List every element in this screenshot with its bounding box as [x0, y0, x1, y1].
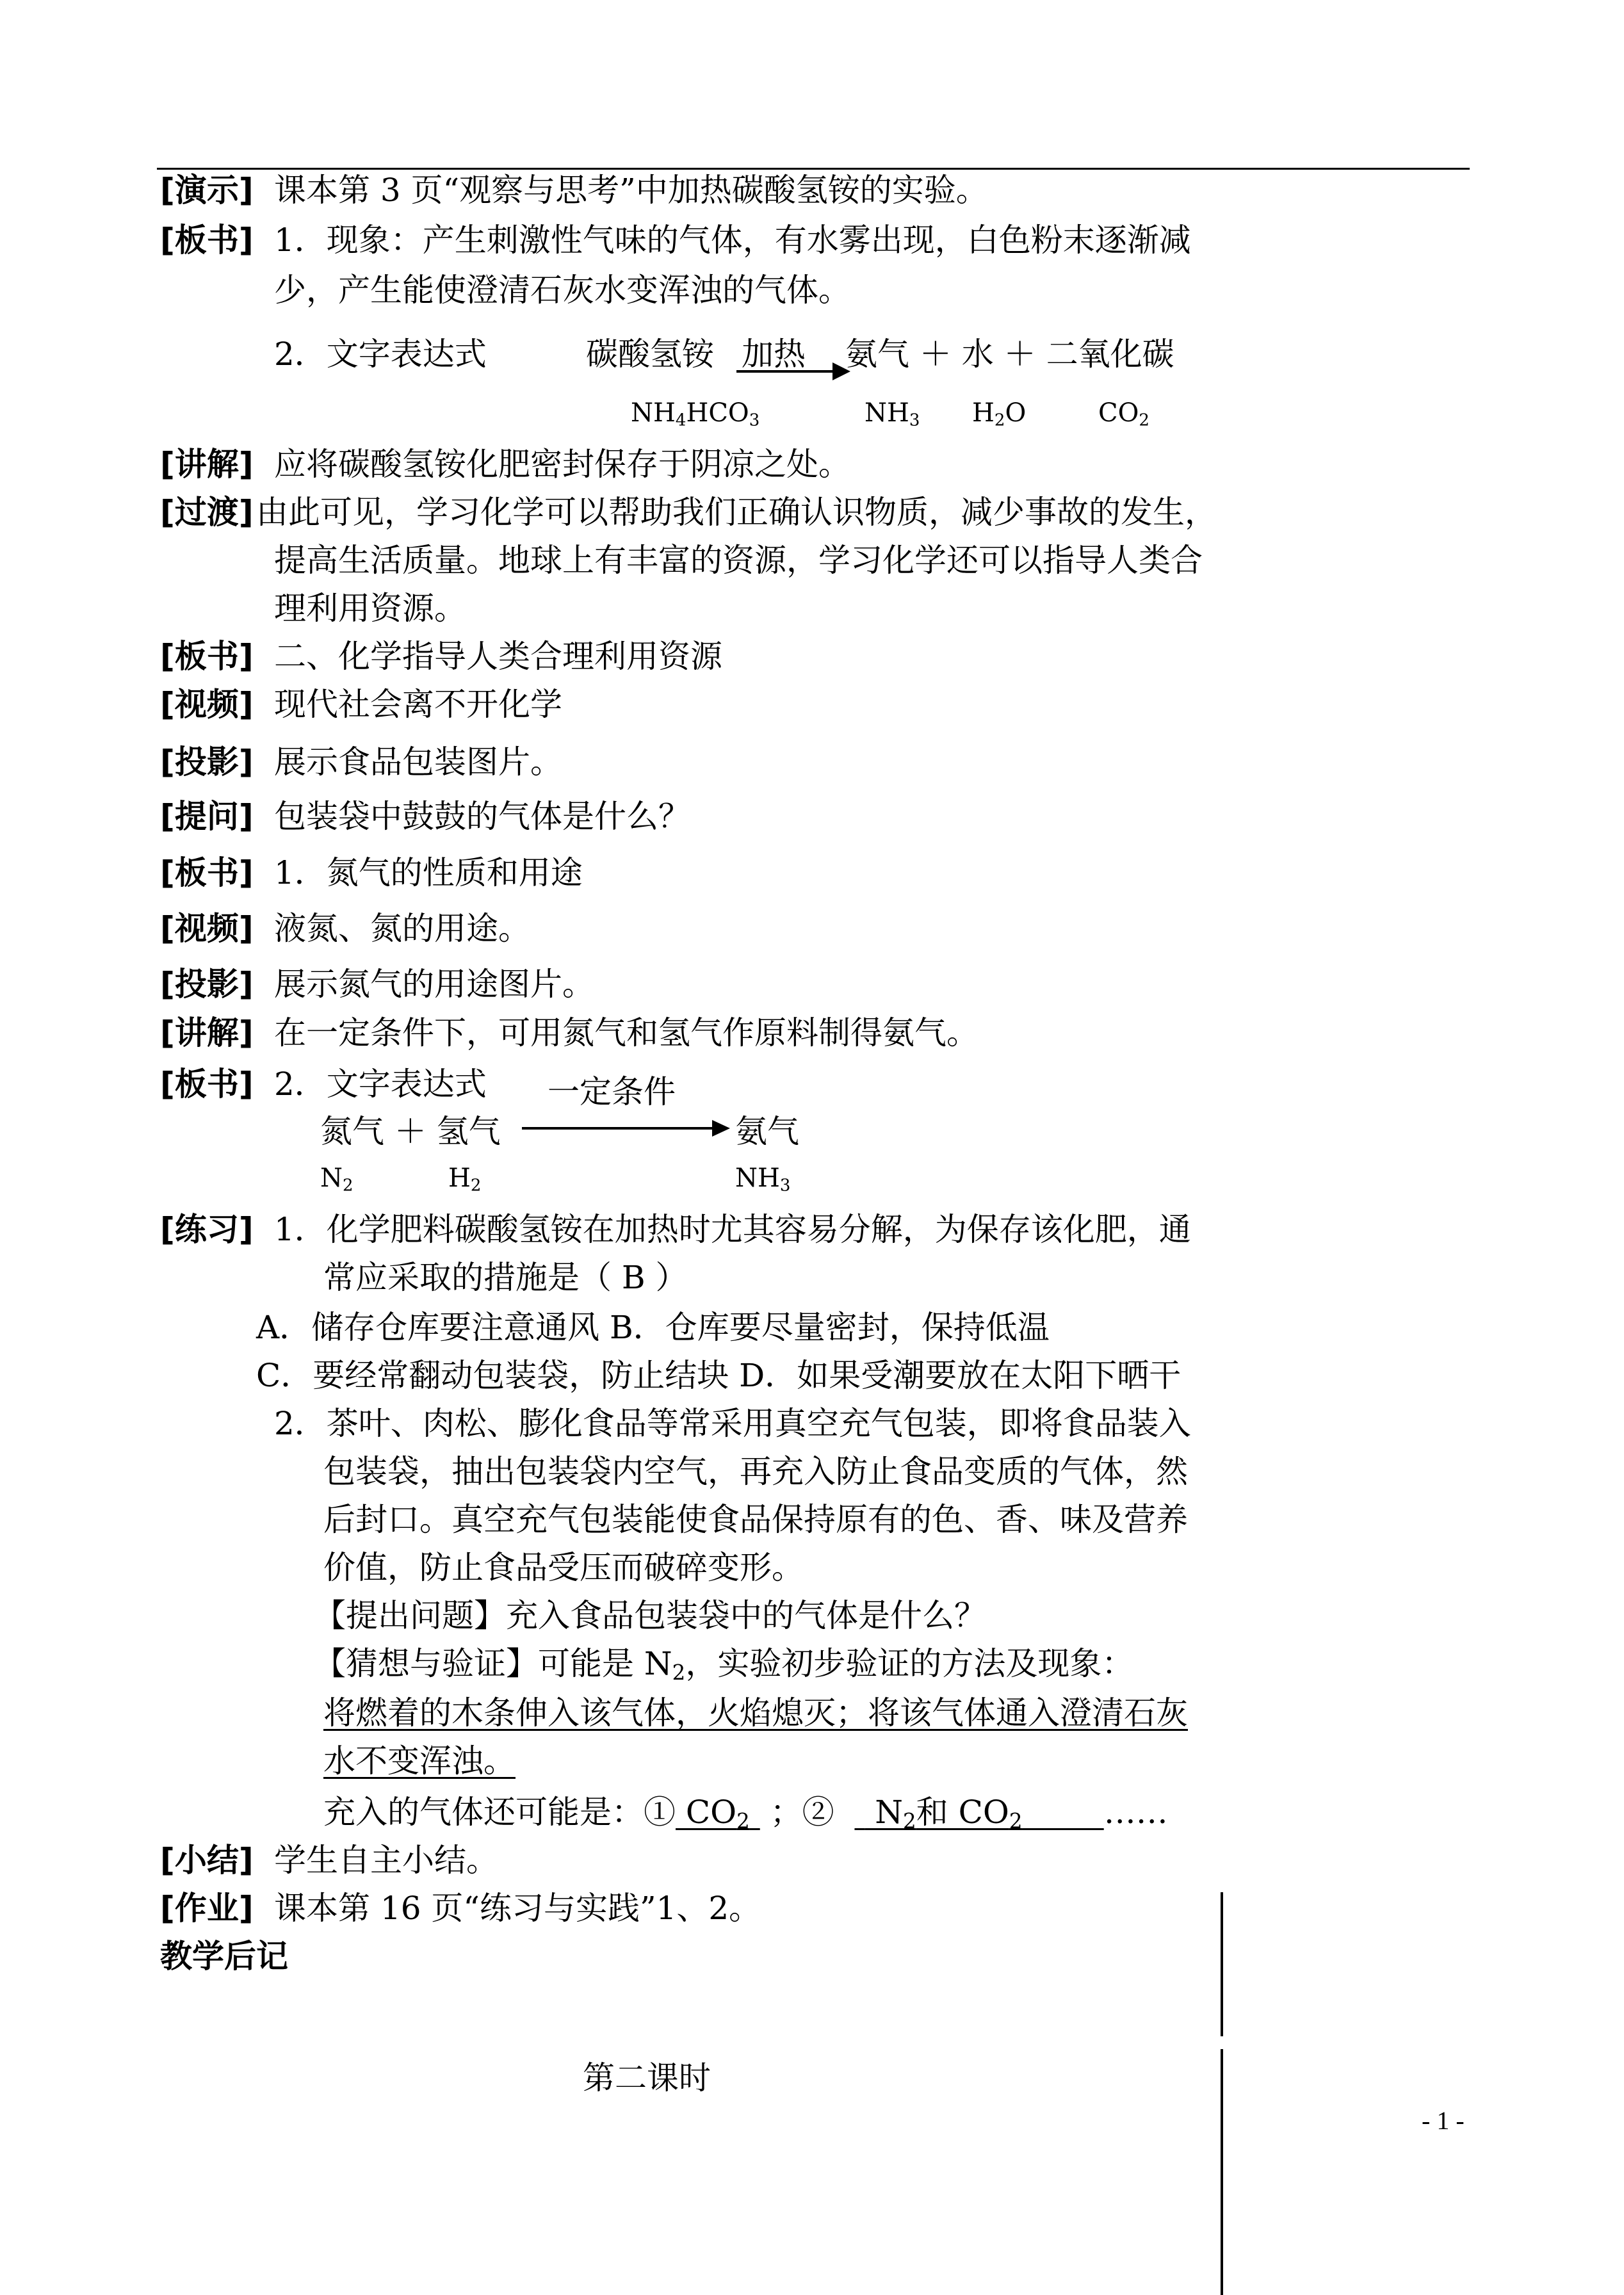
video-text: 现代社会离不开化学	[274, 686, 562, 723]
formula-nh3: $NH_3$	[865, 398, 920, 430]
other-gases-line: 充入的气体还可能是：① $CO_2$ ；② $N_2$和 $CO_2$ ……	[323, 1794, 1168, 1834]
practice-q2-line3: 后封口。真空充气包装能使食品保持原有的色、香、味及营养	[323, 1501, 1188, 1538]
tag-explain: [讲解]	[160, 1014, 254, 1051]
tag-explain: [讲解]	[160, 446, 254, 483]
answer-verification-1: 将燃着的木条伸入该气体，火焰熄灭；将该气体通入澄清石灰	[323, 1694, 1188, 1731]
products-names: 氨气 ＋ 水 ＋ 二氧化碳	[845, 336, 1174, 373]
formula-h2: $H_2$	[448, 1164, 482, 1196]
formula-co2: $CO_2$	[1098, 398, 1149, 430]
synthesis-product: 氨气	[735, 1113, 799, 1150]
tag-board: [板书]	[160, 854, 254, 891]
heating-condition: 加热	[742, 336, 806, 373]
expression-label: 2．文字表达式	[274, 336, 487, 373]
tag-homework: [作业]	[160, 1890, 254, 1927]
tag-board: [板书]	[160, 638, 254, 675]
formula-h2o: $H_2O$	[972, 398, 1027, 430]
board-phenomenon-cont: 少，产生能使澄清石灰水变浑浊的气体。	[274, 272, 850, 309]
reactant-name: 碳酸氢铵	[586, 336, 714, 373]
explain-text-2: 在一定条件下，可用氮气和氢气作原料制得氨气。	[274, 1014, 978, 1051]
tag-summary: [小结]	[160, 1842, 254, 1879]
tag-projection: [投影]	[160, 743, 254, 781]
practice-q2-line2: 包装袋，抽出包装袋内空气，再充入防止食品变质的气体，然	[323, 1453, 1188, 1490]
answer-gas-1: $CO_2$	[676, 1794, 750, 1834]
video-text-2: 液氮、氮的用途。	[274, 910, 530, 947]
expression-label-2: 2．文字表达式	[274, 1066, 487, 1103]
tag-question: [提问]	[160, 798, 254, 835]
formula-n2: $N_2$	[320, 1164, 353, 1196]
nitrogen-heading: 1．氮气的性质和用途	[274, 854, 583, 891]
answer-verification-2: 水不变浑浊。	[323, 1742, 516, 1780]
tag-projection: [投影]	[160, 966, 254, 1003]
practice-q2-line1: 2．茶叶、肉松、膨化食品等常采用真空充气包装，即将食品装入	[274, 1405, 1191, 1442]
page-number: - 1 -	[1422, 2106, 1465, 2135]
section-heading: 二、化学指导人类合理利用资源	[274, 638, 722, 675]
tag-demo: [演示]	[160, 172, 254, 209]
question-text: 包装袋中鼓鼓的气体是什么？	[274, 798, 690, 835]
transition-text: 由此可见，学习化学可以帮助我们正确认识物质，减少事故的发生，	[256, 494, 1217, 531]
formula-nh4hco3: $NH_4HCO_3$	[631, 398, 760, 430]
teaching-postscript: 教学后记	[160, 1938, 288, 1975]
options-cd: C．要经常翻动包装袋，防止结块 D．如果受潮要放在太阳下晒干	[256, 1357, 1181, 1394]
margin-rule-upper	[1221, 1892, 1223, 2036]
hypothesis-line: 【猜想与验证】可能是 $N_2$，实验初步验证的方法及现象：	[314, 1645, 1134, 1685]
projection-text: 展示食品包装图片。	[274, 743, 562, 781]
tag-practice: [练习]	[160, 1211, 254, 1248]
margin-rule-lower	[1221, 2049, 1223, 2295]
reaction-arrow	[736, 357, 852, 377]
demo-text: 课本第 3 页“观察与思考”中加热碳酸氢铵的实验。	[274, 172, 988, 209]
tag-video: [视频]	[160, 910, 254, 947]
board-phenomenon: 1．现象：产生刺激性气味的气体，有水雾出现，白色粉末逐渐减	[274, 222, 1191, 259]
options-ab: A．储存仓库要注意通风 B．仓库要尽量密封，保持低温	[256, 1309, 1050, 1346]
answer-gas-2: $N_2$和 $CO_2$	[865, 1794, 1023, 1834]
synthesis-arrow	[522, 1119, 733, 1139]
transition-cont-2: 理利用资源。	[274, 590, 466, 627]
next-section-title: 第二课时	[583, 2059, 711, 2096]
tag-video: [视频]	[160, 686, 254, 723]
practice-q1-cont: 常应采取的措施是（ B ）	[323, 1259, 688, 1296]
practice-q1: 1．化学肥料碳酸氢铵在加热时尤其容易分解，为保存该化肥，通	[274, 1211, 1191, 1248]
tag-board: [板书]	[160, 222, 254, 259]
practice-q2-line4: 价值，防止食品受压而破碎变形。	[323, 1549, 804, 1586]
summary-text: 学生自主小结。	[274, 1842, 498, 1879]
homework-text: 课本第 16 页“练习与实践”1、2。	[274, 1890, 761, 1927]
raise-question: 【提出问题】充入食品包装袋中的气体是什么？	[314, 1597, 986, 1634]
projection-text-2: 展示氮气的用途图片。	[274, 966, 594, 1003]
header-rule	[157, 168, 1470, 170]
synthesis-condition: 一定条件	[548, 1073, 676, 1110]
synthesis-reactants: 氮气 ＋ 氢气	[320, 1113, 501, 1150]
tag-transition: [过渡]	[160, 494, 254, 531]
explain-text: 应将碳酸氢铵化肥密封保存于阴凉之处。	[274, 446, 850, 483]
formula-nh3-2: $NH_3$	[735, 1164, 791, 1196]
transition-cont-1: 提高生活质量。地球上有丰富的资源，学习化学还可以指导人类合	[274, 542, 1203, 579]
tag-board: [板书]	[160, 1066, 254, 1103]
